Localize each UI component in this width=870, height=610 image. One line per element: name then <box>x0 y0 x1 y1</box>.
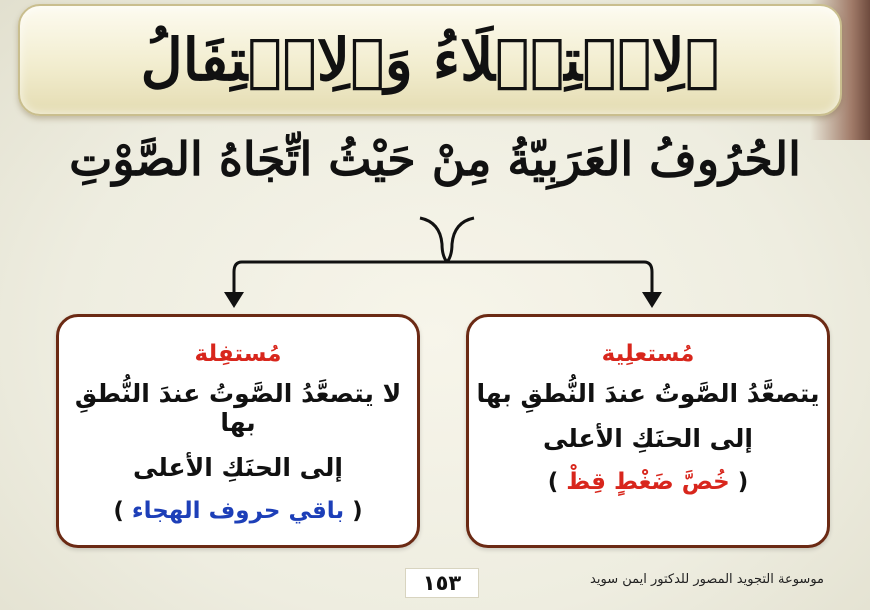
mustafila-letters: باقي حروف الهجاء <box>131 498 345 524</box>
open-paren: ( <box>352 498 363 524</box>
mustaliya-description-line2: إلى الحنَكِ الأعلى <box>543 424 753 453</box>
open-paren: ( <box>737 469 749 495</box>
mustafila-description-line2: إلى الحنَكِ الأعلى <box>133 453 343 482</box>
close-paren: ) <box>547 469 559 495</box>
book-credit: موسوعة التجويد المصور للدكتور ايمن سويد <box>590 572 824 587</box>
branch-connector <box>420 218 447 262</box>
mustaliya-card <box>466 314 830 548</box>
mustaliya-description-line1: يتصعَّدُ الصَّوتُ عندَ النُّطقِ بها <box>476 379 820 408</box>
page-number: ١٥٣ <box>405 568 479 598</box>
mustafila-description-line1: لا يتصعَّدُ الصَّوتُ عندَ النُّطقِ بها <box>74 379 402 437</box>
mustafila-heading: مُستفِلة <box>194 341 282 367</box>
right-arrowhead-icon <box>642 292 662 308</box>
left-arrowhead-icon <box>224 292 244 308</box>
mustaliya-letters-group <box>469 469 827 495</box>
mustaliya-letters: خُصَّ ضَغْطٍ قِظْ <box>566 469 730 495</box>
mustaliya-heading: مُستعلِية <box>601 341 695 367</box>
mustafila-card <box>56 314 420 548</box>
branch-connector-right-half <box>447 218 474 262</box>
page-subtitle: الحُرُوفُ العَرَبِيّةُ مِنْ حَيْثُ اتِّجَاهُ الصَّوْتِ <box>69 132 801 186</box>
left-branch-line <box>234 262 447 294</box>
page-title: ٱلِاسۡتِعۡلَاءُ وَٱلِاسۡتِفَالُ <box>140 26 720 94</box>
right-branch-line <box>447 262 652 294</box>
mustafila-letters-group <box>59 498 417 524</box>
close-paren: ) <box>113 498 124 524</box>
